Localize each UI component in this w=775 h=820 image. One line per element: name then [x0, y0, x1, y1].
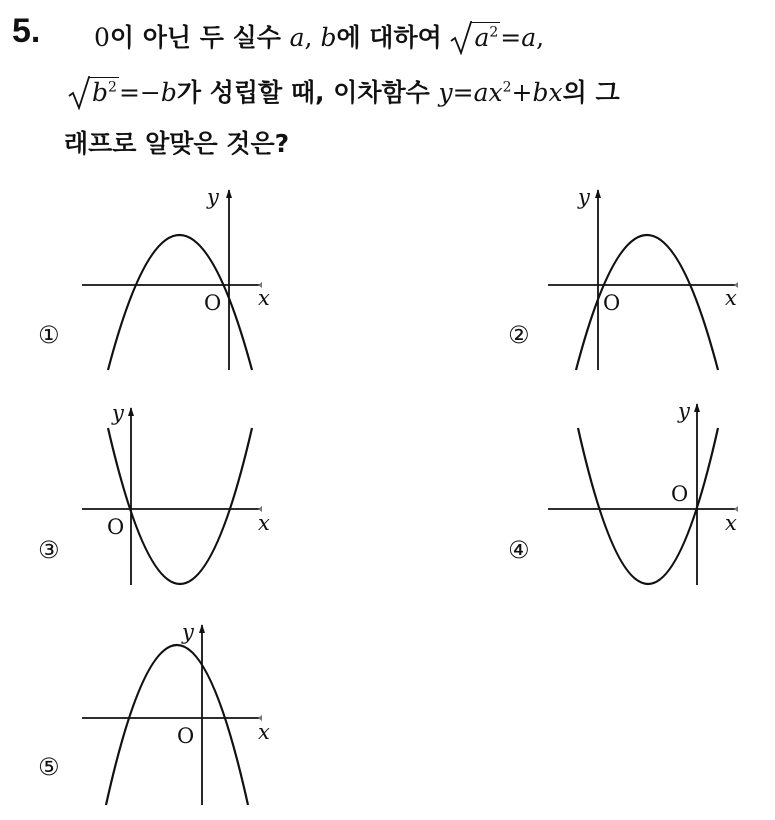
axis-x-label: x — [258, 511, 270, 535]
rhs-b: b — [160, 78, 177, 107]
equals: = — [500, 23, 522, 52]
rhs-a: a — [521, 23, 537, 52]
question-line-3: 래프로 알맞은 것은? — [64, 129, 290, 158]
equals-minus: =− — [118, 78, 161, 107]
question-number: 5. — [12, 12, 41, 50]
radicand: b — [92, 78, 109, 107]
exponent: 2 — [489, 24, 499, 41]
text-segment: 에 대하여 — [336, 23, 451, 52]
choice-marker: ④ — [508, 536, 530, 564]
comma: , — [304, 23, 321, 52]
axis-y-label: y — [182, 620, 194, 644]
choice-marker: ② — [508, 321, 530, 349]
text-segment: 이 아닌 두 실수 — [109, 23, 290, 52]
plus: + — [511, 78, 533, 107]
text-segment: 의 그 — [562, 78, 620, 107]
radicand: a — [474, 23, 490, 52]
axis-y-label: y — [678, 399, 690, 423]
origin-label: O — [603, 291, 621, 315]
term-ax: ax — [473, 78, 503, 107]
var-b: b — [320, 23, 337, 52]
y-arrow-icon — [199, 624, 205, 633]
comma: , — [536, 23, 545, 52]
axis-y-label: y — [578, 185, 590, 209]
origin-label: O — [204, 291, 222, 315]
origin-label: O — [177, 724, 195, 748]
fn-y: y — [438, 78, 453, 107]
exponent: 2 — [108, 79, 117, 96]
axis-x-label: x — [258, 286, 270, 310]
exponent: 2 — [502, 79, 512, 96]
text-segment: 가 성립할 때, 이차함수 — [176, 78, 439, 107]
choice-marker: ① — [38, 321, 60, 349]
origin-label: O — [107, 515, 125, 539]
axis-y-label: y — [112, 401, 124, 425]
axis-y-label: y — [207, 185, 219, 209]
choice-marker: ⑤ — [38, 753, 60, 781]
axis-x-label: x — [258, 720, 270, 744]
origin-label: O — [671, 482, 689, 506]
axis-x-label: x — [725, 511, 737, 535]
choice-marker: ③ — [38, 536, 60, 564]
var-a: a — [289, 23, 305, 52]
term-bx: bx — [532, 78, 563, 107]
equals: = — [452, 78, 474, 107]
zero-text: 0 — [94, 23, 110, 52]
axis-x-label: x — [725, 286, 737, 310]
